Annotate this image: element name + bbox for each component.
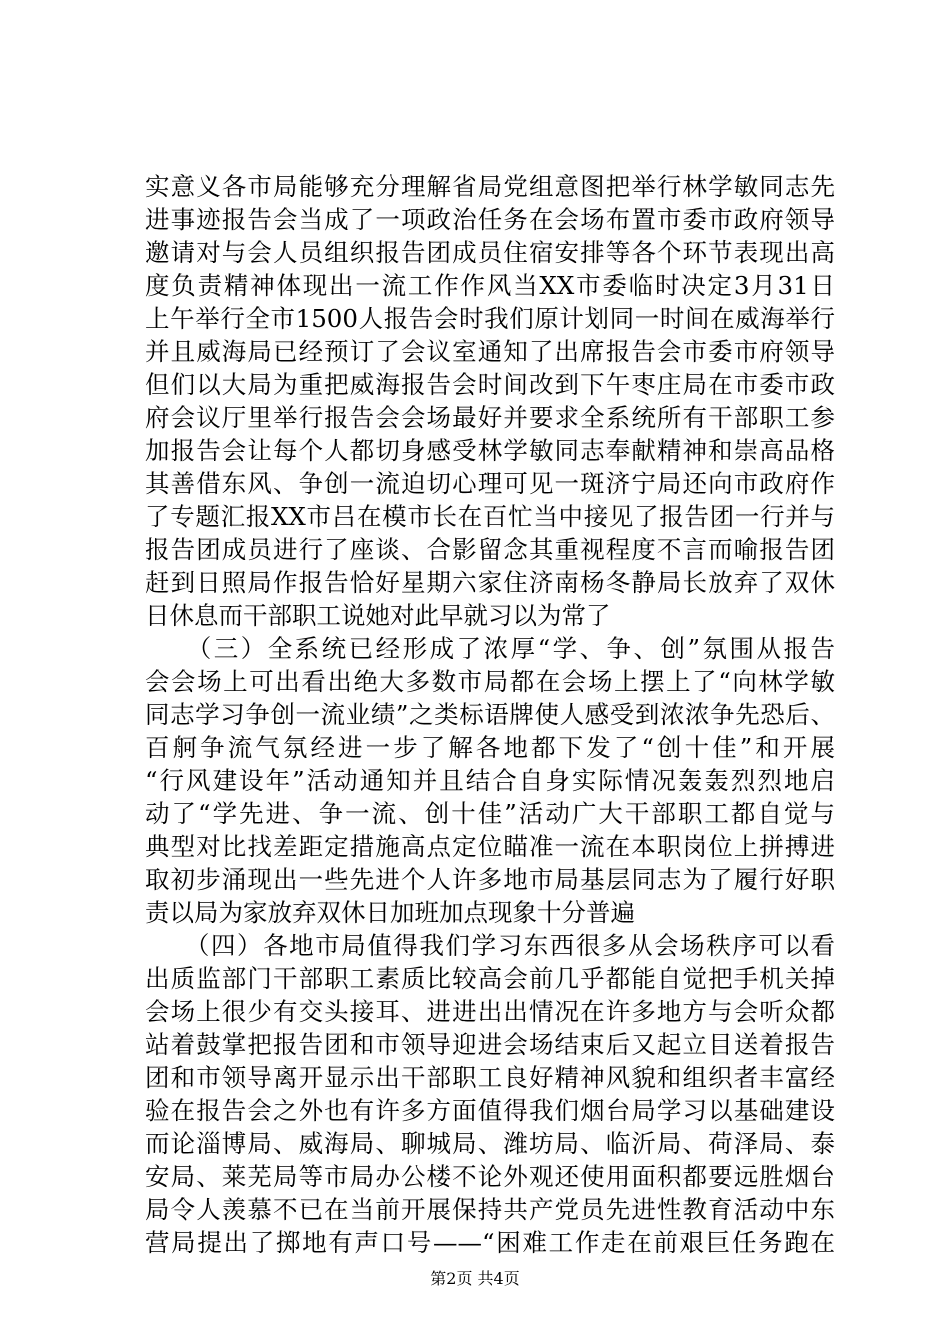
text-line: 度负责精神体现出一流工作作风当XX市委临时决定3月31日 [145, 271, 835, 300]
text-line: 取初步涌现出一些先进个人许多地市局基层同志为了履行好职 [145, 865, 835, 894]
text-line: （三）全系统已经形成了浓厚“学、争、创”氛围从报告 [145, 634, 835, 663]
text-line: 营局提出了掷地有声口号——“困难工作走在前艰巨任务跑在 [145, 1228, 835, 1257]
text-line: 报告团成员进行了座谈、合影留念其重视程度不言而喻报告团 [145, 535, 835, 564]
document-body [145, 170, 835, 1259]
text-line: 出质监部门干部职工素质比较高会前几乎都能自觉把手机关掉 [145, 964, 835, 993]
text-line: 验在报告会之外也有许多方面值得我们烟台局学习以基础建设 [145, 1096, 835, 1125]
page-footer: 第2页 共4页 [430, 1269, 520, 1288]
text-line: “行风建设年”活动通知并且结合自身实际情况轰轰烈烈地启 [145, 766, 835, 795]
text-line: 局令人羡慕不已在当前开展保持共产党员先进性教育活动中东 [145, 1195, 835, 1224]
text-line: 日休息而干部职工说她对此早就习以为常了 [145, 601, 611, 630]
text-line: 安局、莱芜局等市局办公楼不论外观还使用面积都要远胜烟台 [145, 1162, 835, 1191]
text-line: 赶到日照局作报告恰好星期六家住济南杨冬静局长放弃了双休 [145, 568, 835, 597]
text-line: 典型对比找差距定措施高点定位瞄准一流在本职岗位上拼搏进 [145, 832, 835, 861]
text-line: 进事迹报告会当成了一项政治任务在会场布置市委市政府领导 [145, 205, 835, 234]
text-line: 站着鼓掌把报告团和市领导迎进会场结束后又起立目送着报告 [145, 1030, 835, 1059]
text-line: 但们以大局为重把威海报告会时间改到下午枣庄局在市委市政 [145, 370, 835, 399]
text-line: 了专题汇报XX市吕在模市长在百忙当中接见了报告团一行并与 [145, 502, 835, 531]
text-line: 并且威海局已经预订了会议室通知了出席报告会市委市府领导 [145, 337, 835, 366]
text-line: 其善借东风、争创一流迫切心理可见一斑济宁局还向市政府作 [145, 469, 835, 498]
text-line: 邀请对与会人员组织报告团成员住宿安排等各个环节表现出高 [145, 238, 835, 267]
text-line: 而论淄博局、威海局、聊城局、潍坊局、临沂局、荷泽局、泰 [145, 1129, 835, 1158]
text-line: 府会议厅里举行报告会会场最好并要求全系统所有干部职工参 [145, 403, 835, 432]
text-line: 加报告会让每个人都切身感受林学敏同志奉献精神和崇高品格 [145, 436, 835, 465]
text-line: 会场上很少有交头接耳、进进出出情况在许多地方与会听众都 [145, 997, 835, 1026]
text-line: 同志学习争创一流业绩”之类标语牌使人感受到浓浓争先恐后、 [145, 700, 835, 729]
text-line: 会会场上可出看出绝大多数市局都在会场上摆上了“向林学敏 [145, 667, 835, 696]
text-line: 实意义各市局能够充分理解省局党组意图把举行林学敏同志先 [145, 172, 835, 201]
text-line: 动了“学先进、争一流、创十佳”活动广大干部职工都自觉与 [145, 799, 835, 828]
text-line: 上午举行全市1500人报告会时我们原计划同一时间在威海举行 [145, 304, 835, 333]
text-line: （四）各地市局值得我们学习东西很多从会场秩序可以看 [145, 931, 835, 960]
text-line: 团和市领导离开显示出干部职工良好精神风貌和组织者丰富经 [145, 1063, 835, 1092]
text-line: 百舸争流气氛经进一步了解各地都下发了“创十佳”和开展 [145, 733, 835, 762]
text-line: 责以局为家放弃双休日加班加点现象十分普遍 [145, 898, 635, 927]
